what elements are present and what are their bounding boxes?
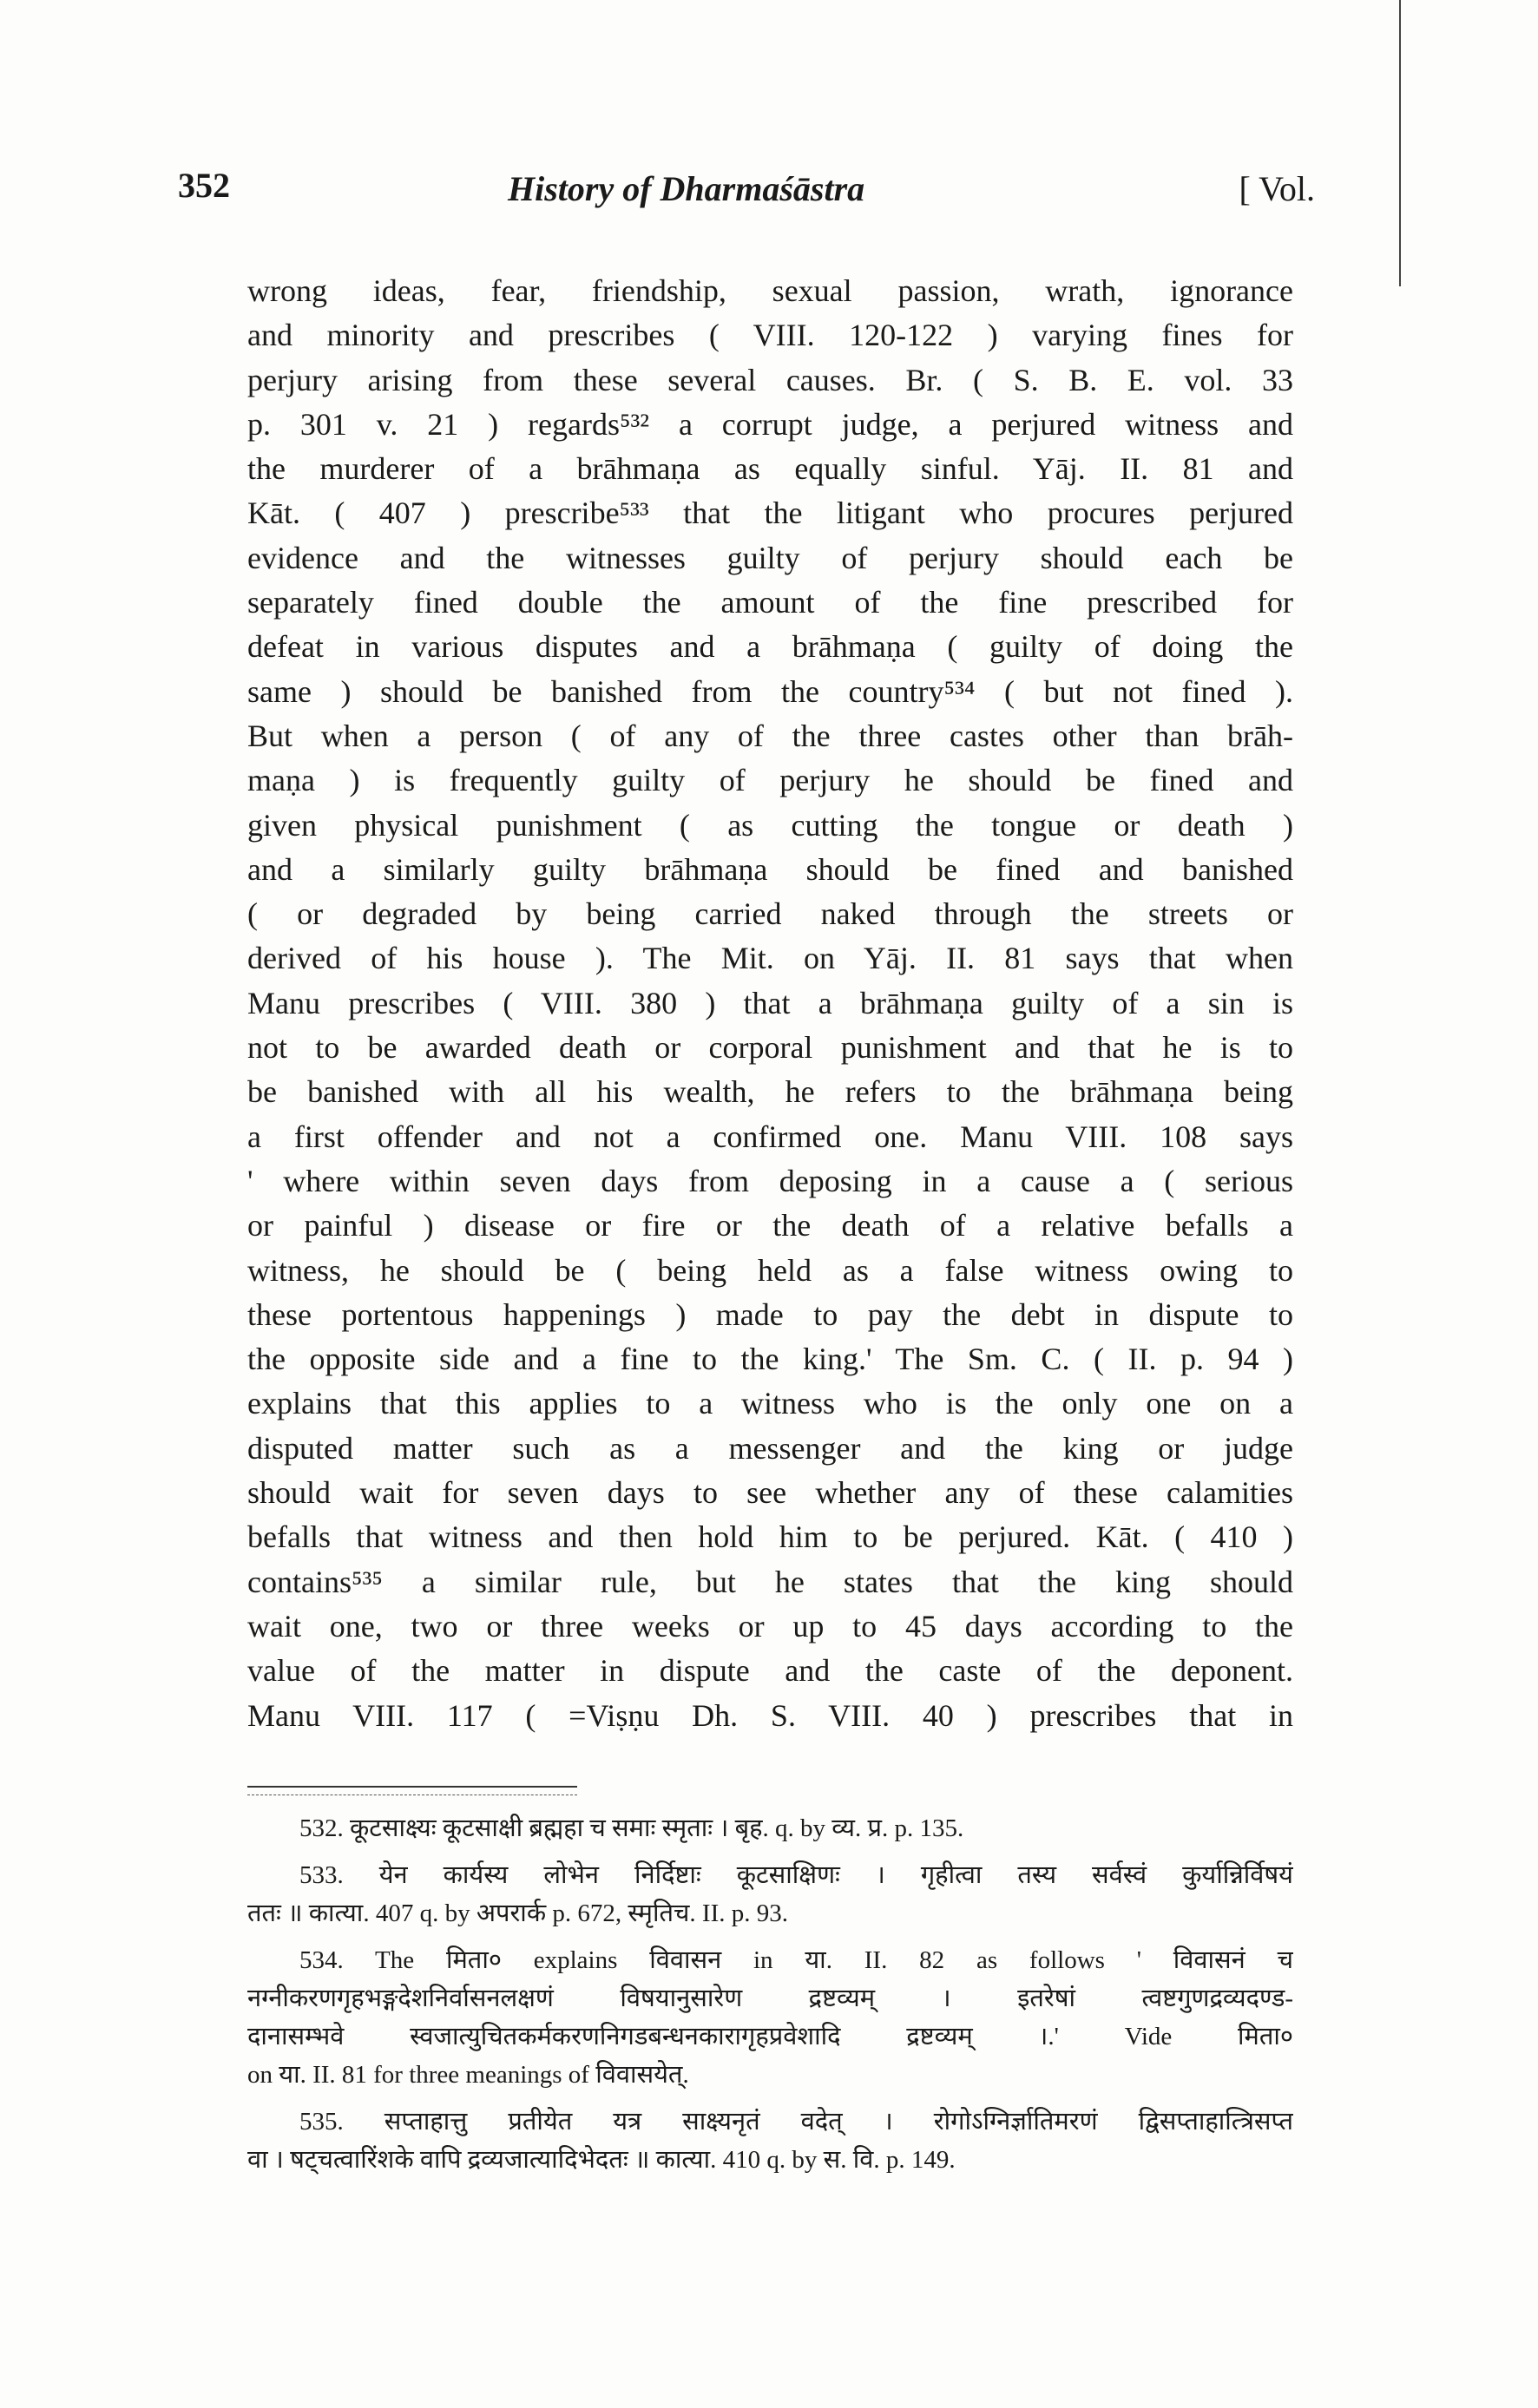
body-line: and a similarly guilty brāhmaṇa should be fined and banished — [247, 851, 1293, 887]
body-line: or painful ) disease or fire or the death of a relative befalls a — [247, 1208, 1293, 1243]
footnote-535-cont: वा । षट्चत्वारिंशके वापि द्रव्यजात्यादिभेदतः ॥ कात्या. 410 q. by स. वि. p. 149. — [247, 2146, 956, 2174]
volume-label: [ Vol. — [1239, 169, 1315, 208]
body-line: befalls that witness and then hold him to be perjured. Kāt. ( 410 ) — [247, 1519, 1293, 1555]
body-line: Manu prescribes ( VIII. 380 ) that a brāhmaṇa guilty of a sin is — [247, 985, 1293, 1020]
footnote-534-cont: दानासम्भवे स्वजात्युचितकर्मकरणनिगडबन्धनकारागृहप्रवेशादि द्रष्टव्यम् ।.' Vide मिता० — [247, 2023, 1293, 2050]
body-line: ' where within seven days from deposing in a cause a ( serious — [247, 1163, 1293, 1198]
footnotes — [247, 1809, 1293, 2179]
body-line: disputed matter such as a messenger and the king or judge — [247, 1430, 1293, 1466]
footnote-535: 535. सप्ताहात्तु प्रतीयेत यत्र साक्ष्यनृतं वदेत् । रोगोऽग्निर्ज्ञातिमरणं द्विसप्ताहात्त्रिसप्त — [299, 2108, 1293, 2136]
footnote-533-cont: ततः ॥ कात्या. 407 q. by अपरार्क p. 672, स्मृतिच. II. p. 93. — [247, 1899, 788, 1927]
body-line: p. 301 v. 21 ) regards⁵³² a corrupt judge, a perjured witness and — [247, 406, 1293, 442]
footnote-532: 532. कूटसाक्ष्यः कूटसाक्षी ब्रह्महा च समाः स्मृताः । बृह. q. by व्य. प्र. p. 135. — [299, 1814, 964, 1842]
running-title: History of Dharmaśāstra — [508, 169, 865, 208]
footnote-rule — [247, 1786, 577, 1795]
body-line: not to be awarded death or corporal punishment and that he is to — [247, 1030, 1293, 1066]
page-number: 352 — [178, 166, 230, 205]
body-line: wrong ideas, fear, friendship, sexual passion, wrath, ignorance — [247, 273, 1293, 308]
body-line: explains that this applies to a witness who is the only one on a — [247, 1386, 1293, 1421]
body-line: should wait for seven days to see whether any of these calamities — [247, 1475, 1293, 1511]
body-line: evidence and the witnesses guilty of perjury should each be — [247, 540, 1293, 575]
body-line: Kāt. ( 407 ) prescribe⁵³³ that the litigant who procures perjured — [247, 495, 1293, 531]
body-line: and minority and prescribes ( VIII. 120-122 ) varying fines for — [247, 318, 1293, 353]
body-line: the opposite side and a fine to the king.' The Sm. C. ( II. p. 94 ) — [247, 1342, 1293, 1377]
footnote-534-cont: on या. II. 81 for three meanings of विवासयेत्. — [247, 2061, 689, 2089]
body-line: perjury arising from these several causes. Br. ( S. B. E. vol. 33 — [247, 362, 1293, 397]
body-line: a first offender and not a confirmed one. Manu VIII. 108 says — [247, 1119, 1293, 1154]
body-line: given physical punishment ( as cutting the tongue or death ) — [247, 807, 1293, 843]
body-line: wait one, two or three weeks or up to 45 days according to the — [247, 1608, 1293, 1644]
footnote-534: 534. The मिता० explains विवासन in या. II. 82 as follows ' विवासनं च — [299, 1946, 1293, 1974]
body-line: But when a person ( of any of the three castes other than brāh- — [247, 718, 1293, 753]
body-line: defeat in various disputes and a brāhmaṇa ( guilty of doing the — [247, 629, 1293, 665]
body-line: maṇa ) is frequently guilty of perjury he should be fined and — [247, 763, 1293, 798]
body-line: ( or degraded by being carried naked through the streets or — [247, 896, 1293, 932]
body-text — [247, 269, 1293, 1738]
body-line: same ) should be banished from the country⁵³⁴ ( but not fined ). — [247, 673, 1293, 709]
margin-rule — [1399, 0, 1401, 286]
body-line: separately fined double the amount of the fine prescribed for — [247, 585, 1293, 620]
footnote-534-cont: नग्नीकरणगृहभङ्गदेशनिर्वासनलक्षणं विषयानुसारेण द्रष्टव्यम् । इतरेषां त्वष्टगुणद्रव्यदण्ड- — [247, 1985, 1293, 2012]
body-line: these portentous happenings ) made to pay the debt in dispute to — [247, 1296, 1293, 1332]
body-line: derived of his house ). The Mit. on Yāj. II. 81 says that when — [247, 941, 1293, 976]
footnote-533: 533. येन कार्यस्य लोभेन निर्दिष्टाः कूटसाक्षिणः । गृहीत्वा तस्य सर्वस्वं कुर्यान्निर्विषयं — [299, 1861, 1293, 1889]
body-line: Manu VIII. 117 ( =Viṣṇu Dh. S. VIII. 40 ) prescribes that in — [247, 1697, 1293, 1733]
body-line: be banished with all his wealth, he refers to the brāhmaṇa being — [247, 1074, 1293, 1110]
body-line: contains⁵³⁵ a similar rule, but he states that the king should — [247, 1564, 1293, 1599]
page-header — [178, 165, 1315, 226]
body-line: the murderer of a brāhmaṇa as equally sinful. Yāj. II. 81 and — [247, 451, 1293, 487]
body-line: value of the matter in dispute and the caste of the deponent. — [247, 1653, 1293, 1689]
body-line: witness, he should be ( being held as a false witness owing to — [247, 1252, 1293, 1288]
